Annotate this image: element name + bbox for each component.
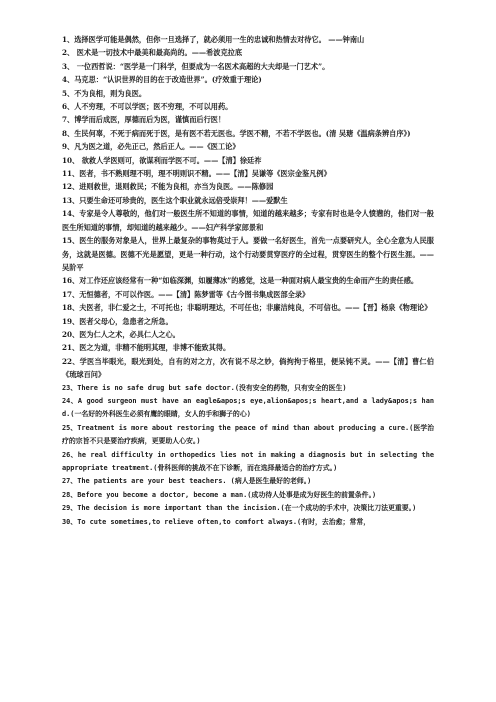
quote-item: 12、进则救世，退则救民；不能为良相，亦当为良医。——陈修园 [62, 182, 274, 192]
quote-item: 25、Treatment is more about restoring the peace of mind than about producing a cure.(医学治疗的宗旨不只是要治疗疾病，更要助人心安。) [62, 423, 434, 446]
quote-item: 11、医者，书不熟则理不明，理不明则识不精。——【清】吴谦等《医宗金鉴凡例》 [62, 169, 331, 179]
quote-item: 16、对工作还应该经常有一种“如临深渊，如履薄冰”的感觉，这是一种面对病人最宝贵的生命而产生的责任感。 [62, 276, 419, 286]
quote-item: 14、专家是令人尊敬的，他们对一般医生所不知道的事情，知道的越来越多；专家有时也是令人愤懑的，他们对一般医生所知道的事情，却知道的越来越少。——妇产科学家郎景和 [62, 209, 434, 232]
quote-item: 26、he real difficulty in orthopedics lies not in making a diagnosis but in selecting the appropriate treatment.(骨科医师的挑战不在下诊断，而在选择最适合的治疗方式。) [62, 450, 434, 472]
quote-item: 30、To cute sometimes,to relieve often,to comfort always.(有时，去治愈；常常， [62, 517, 371, 526]
quote-item: 6、人不穷理，不可以学医；医不穷理，不可以用药。 [62, 102, 233, 112]
quote-item: 8、生民何辜，不死于病而死于医，是有医不若无医也。学医不精，不若不学医也。(清 吴瑭《温病条辨自序》) [62, 128, 411, 138]
quote-item: 13、只要生命还可珍贵的，医生这个职业就永远倍受崇拜！——爱默生 [62, 195, 288, 205]
quote-item: 9、凡为医之道，必先正己，然后正人。——《医工论》 [62, 142, 240, 152]
quote-item: 15、医生的服务对象是人，世界上最复杂的事物莫过于人。要做一名好医生，首先一点要研究人，全心全意为人民服务，这就是医德。医德不光是愿望，更是一种行动，这个行动要贯穿医疗的全过程，贯穿医生的整个行医生涯。——吴阶平 [62, 236, 434, 272]
quote-item: 27、The patients are your best teachers. (病人是医生最好的老师。) [62, 477, 312, 486]
quote-item: 1、选择医学可能是偶然，但你一旦选择了，就必须用一生的忠诚和热情去对待它。 ——钟南山 [62, 35, 365, 44]
quote-item: 17、无恒德者，不可以作医。——【清】陈梦雷等《古今图书集成医部全录》 [62, 289, 310, 299]
quote-item: 10、 欲救人学医则可，欲谋利而学医不可。——【清】徐廷祚 [62, 155, 262, 165]
quote-item: 23、There is no safe drug but safe doctor.(没有安全的药物，只有安全的医生) [62, 383, 347, 392]
quote-item: 2、 医术是一切技术中最美和最高尚的。——希波克拉底 [62, 48, 243, 58]
quote-item: 20、医为仁人之术，必具仁人之心。 [62, 329, 180, 339]
quote-item: 29、The decision is more important than the incision.(在一个成功的手术中，决策比刀法更重要。) [62, 504, 417, 513]
quote-item: 21、医之为道，非精不能明其理，非博不能致其得。 [62, 343, 231, 353]
quote-item: 24、A good surgeon must have an eagle&apos;s eye,alion&apos;s heart,and a lady&apos;s hand.(一名好的外科医生必须有鹰的眼睛，女人的手和狮子的心) [62, 396, 434, 419]
quote-item: 18、夫医者，非仁爱之士，不可托也；非聪明理达，不可任也；非廉洁纯良，不可信也。——【晋】杨泉《物理论》 [62, 303, 432, 313]
quote-item: 19、医者父母心，急患者之所急。 [62, 316, 173, 326]
quote-item: 28、Before you become a doctor, become a man.(成功待人处事是成为好医生的前置条件。) [62, 490, 377, 499]
quote-item: 3、 一位西哲说：“医学是一门科学，但要成为一名医术高超的大夫却是一门艺术”。 [62, 61, 330, 71]
quote-item: 7、博学而后成医，厚德而后为医，谨慎而后行医！ [62, 115, 226, 125]
quote-item: 4、马克思：“认识世界的目的在于改造世界”。(疗效重于理论) [62, 75, 262, 85]
quote-item: 22、学医当毕眼光，眼光到处，自有的对之方，次有说不尽之妙，倘拘拘于格里，便呆钝不灵。——【清】曹仁伯《琉球百问》 [62, 356, 434, 380]
quote-item: 5、不为良相，则为良医。 [62, 88, 147, 98]
